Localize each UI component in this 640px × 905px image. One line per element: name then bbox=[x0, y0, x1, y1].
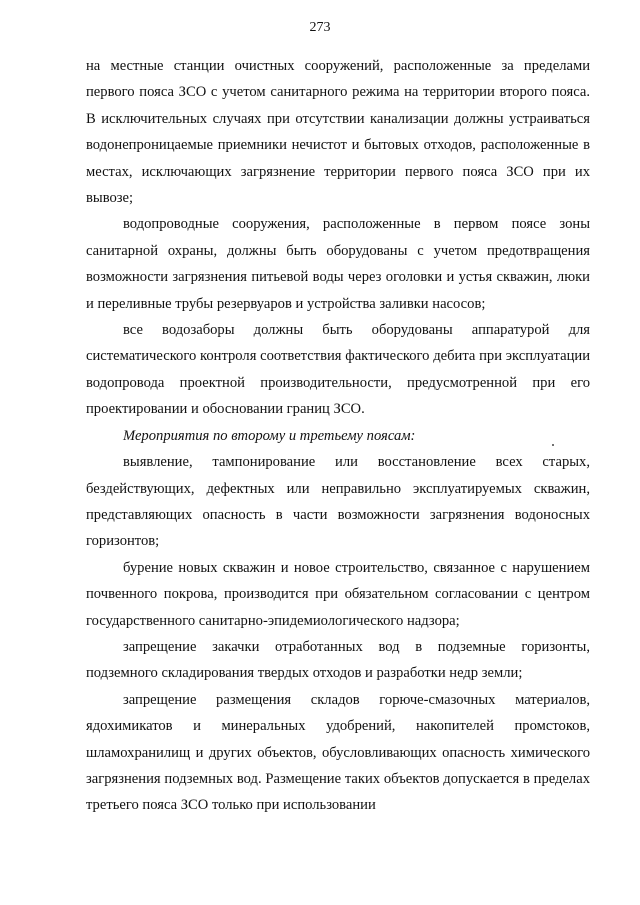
scan-speck bbox=[552, 444, 554, 446]
document-body bbox=[86, 53, 590, 819]
paragraph-water-intakes: все водозаборы должны быть оборудованы аппаратурой для систематического контроля соответствия фактического дебита при эксплуатации водопровода проектной производительности, предусмотренной при его проектировании и обосновании границ ЗСО. bbox=[86, 322, 590, 418]
section-heading: Мероприятия по второму и третьему поясам: bbox=[123, 427, 416, 444]
paragraph-wells: выявление, тампонирование или восстановление всех старых, бездействующих, дефектных или неправильно эксплуатируемых скважин, представляющих опасность в части возможности загрязнения водоносных горизонтов; bbox=[86, 454, 590, 550]
paragraph-water-structures: водопроводные сооружения, расположенные в первом поясе зоны санитарной охраны, должны быть оборудованы с учетом предотвращения возможности загрязнения питьевой воды через оголовки и устья скважин, люки и переливные трубы резервуаров и устройства заливки насосов; bbox=[86, 216, 590, 312]
paragraph-continuation: на местные станции очистных сооружений, расположенные за пределами первого пояса ЗСО с учетом санитарного режима на территории второго пояса. В исключительных случаях при отсутствии канализации должны устраиваться водонепроницаемые приемники нечистот и бытовых отходов, расположенные в местах, исключающих загрязнение территории первого пояса ЗСО при их вывозе; bbox=[86, 58, 590, 207]
page-number: 273 bbox=[309, 20, 331, 35]
paragraph-drilling: бурение новых скважин и новое строительство, связанное с нарушением почвенного покрова, производится при обязательном согласовании с центром государственного санитарно-эпидемиологического надзора; bbox=[86, 559, 590, 629]
paragraph-storage-ban: запрещение размещения складов горюче-смазочных материалов, ядохимикатов и минеральных удобрений, накопителей промстоков, шламохранилищ и других объектов, обусловливающих опасность химического загрязнения подземных вод. Размещение таких объектов допускается в пределах третьего пояса ЗСО только при использовании bbox=[86, 691, 590, 814]
paragraph-injection-ban: запрещение закачки отработанных вод в подземные горизонты, подземного складирования твердых отходов и разработки недр земли; bbox=[86, 638, 590, 682]
